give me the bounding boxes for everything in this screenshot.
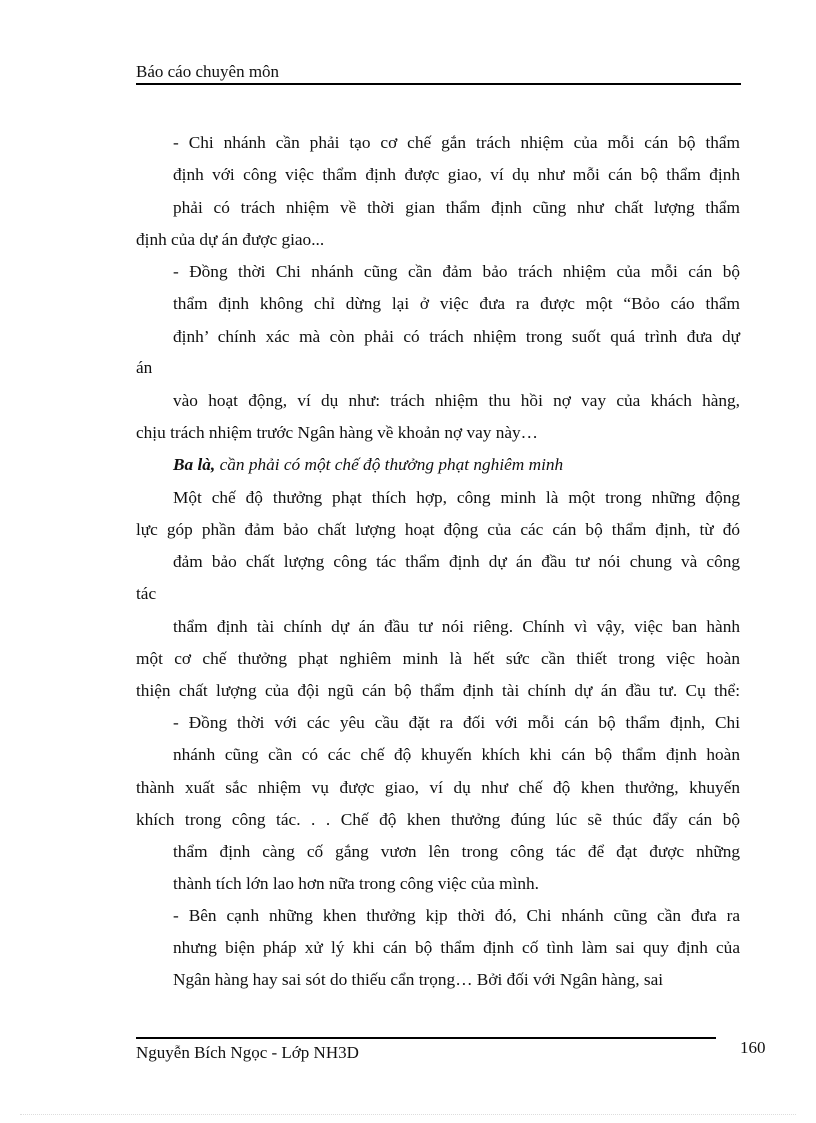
text-line: thành tích lớn lao hơn nữa trong công việc của mình. (173, 874, 539, 893)
page-edge-divider (20, 1114, 796, 1115)
text-line: Ngân hàng hay sai sót do thiếu cẩn trọng… Bởi đối với Ngân hàng, sai (173, 970, 664, 989)
text-line: thành xuất sắc nhiệm vụ được giao, ví dụ như chế độ khen thưởng, khuyến (136, 778, 740, 797)
text-line: nhưng biện pháp xử lý khi cán bộ thẩm định cố tình làm sai quy định của (173, 938, 740, 957)
text-line: đảm bảo chất lượng công tác thẩm định dự án đầu tư nói chung và công (173, 552, 740, 571)
text-line: thẩm định không chỉ dừng lại ở việc đưa ra được một “Bỏo cáo thẩm (173, 294, 740, 313)
section-heading (173, 455, 740, 475)
page-number: 160 (740, 1038, 766, 1057)
text-line: lực góp phần đảm bảo chất lượng hoạt động của các cán bộ thẩm định, từ đó (136, 520, 740, 539)
text-line: một cơ chế thưởng phạt nghiêm minh là hết sức cần thiết trong việc hoàn (136, 649, 740, 668)
header-rule (136, 83, 741, 85)
text-line: định với công việc thẩm định được giao, ví dụ như mỗi cán bộ thẩm định (173, 165, 740, 184)
footer-rule (136, 1037, 716, 1039)
text-line: định của dự án được giao... (136, 230, 325, 249)
text-line: thiện chất lượng của đội ngũ cán bộ thẩm định tài chính dự án đầu tư. Cụ thể: (136, 681, 740, 700)
heading-bold: Ba là, (173, 455, 216, 474)
text-line: thẩm định càng cố gắng vươn lên trong công tác để đạt được những (173, 842, 740, 861)
header-title: Báo cáo chuyên môn (136, 62, 280, 81)
text-line: - Bên cạnh những khen thưởng kịp thời đó, Chi nhánh cũng cần đưa ra (173, 906, 740, 925)
heading-italic: cần phải có một chế độ thưởng phạt nghiêm minh (215, 455, 564, 474)
text-line: - Đồng thời với các yêu cầu đặt ra đối với mỗi cán bộ thẩm định, Chi (173, 713, 740, 732)
text-line: - Đồng thời Chi nhánh cũng cần đảm bảo trách nhiệm của mỗi cán bộ (173, 262, 740, 281)
text-line: nhánh cũng cần có các chế độ khuyến khích khi cán bộ thẩm định hoàn (173, 745, 740, 764)
text-line: vào hoạt động, ví dụ như: trách nhiệm thu hồi nợ vay của khách hàng, (173, 391, 740, 410)
text-line: khích trong công tác. . . Chế độ khen thưởng đúng lúc sẽ thúc đẩy cán bộ (136, 810, 740, 829)
footer-author: Nguyễn Bích Ngọc - Lớp NH3D (136, 1043, 359, 1062)
text-line: tác (136, 584, 157, 603)
text-line: Một chế độ thưởng phạt thích hợp, công minh là một trong những động (173, 488, 740, 507)
text-line: án (136, 358, 153, 377)
text-line: phải có trách nhiệm về thời gian thẩm định cũng như chất lượng thẩm (173, 198, 740, 217)
text-line: - Chi nhánh cần phải tạo cơ chế gắn trách nhiệm của mỗi cán bộ thẩm (173, 133, 740, 152)
text-line: định’ chính xác mà còn phải có trách nhiệm trong suốt quá trình đưa dự (173, 327, 740, 346)
text-line: chịu trách nhiệm trước Ngân hàng về khoản nợ vay này… (136, 423, 538, 442)
text-line: thẩm định tài chính dự án đầu tư nói riêng. Chính vì vậy, việc ban hành (173, 617, 740, 636)
